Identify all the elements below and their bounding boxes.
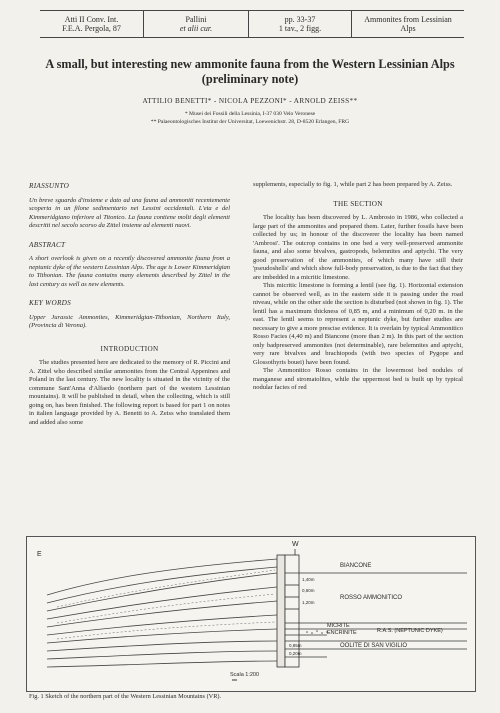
authors: ATTILIO BENETTI* - NICOLA PEZZONI* - ARNOLD ZEISS** — [142, 97, 358, 105]
riassunto-text: Un breve sguardo d'insieme e dato ad una fauna ad ammoniti recentemente scoperta in un filone sedimentario nei Lessini occidentali. L'eta e del Kimmeridgiano inferiore al Titonico. La fauna contiene molti degli elementi descritti nel secolo scorso da Zittel insieme ad elementi nuovi. — [29, 196, 230, 229]
header-text: 1 tav., 2 figg. — [278, 24, 322, 33]
header-text: pp. 33-37 — [284, 15, 316, 24]
header-text: Pallini — [185, 15, 207, 24]
affiliations — [20, 110, 480, 126]
figure-caption: Fig. 1 Sketch of the northern part of the Western Lessinian Mountains (VR). — [29, 693, 222, 700]
header-text: Alps — [400, 24, 416, 33]
encrinite-dots — [306, 630, 328, 634]
riassunto-heading: RIASSUNTO — [29, 182, 70, 190]
header-text: Ammonites from Lessinian — [364, 15, 452, 24]
header-text: Atti II Conv. Int. — [64, 15, 119, 24]
figure-scale: Scala 1:200 — [230, 672, 260, 678]
figure-label-east: E — [37, 551, 42, 558]
unit-biancone: BIANCONE — [340, 563, 372, 569]
section-sketch — [27, 537, 475, 691]
header-citation — [40, 11, 143, 37]
title-line: A small, but interesting new ammonite fauna from the Western Lessinian Alps — [45, 57, 455, 71]
keywords-heading: KEY WORDS — [29, 299, 72, 307]
introduction-text: The studies presented here are dedicated to the memory of R. Piccini and A. Zittel who described similar ammonites from the Central Appenines and Poland in the last century. The new locality is situated in the vicinity of the commune Sant'Anna d'Alfaedo (northern part of the western Lessinian mountains). It will be published in detail, when the collecting, which is still going on, has been finished. The following report is based for part 1 on notes in italien language provided by A. Benetti to A. Zeiss who translated them and added also some — [29, 359, 230, 426]
figure-label-west: W — [292, 541, 299, 548]
section-heading: THE SECTION — [333, 199, 383, 208]
unit-rosso-ammonitico: ROSSO AMMONITICO — [340, 595, 403, 601]
unit-encrinite: ENCRINITE — [327, 630, 357, 636]
geologic-section-figure — [26, 536, 476, 692]
thickness-label: 0,85m — [289, 643, 302, 648]
section-paragraph: The locality has been discovered by L. Ambrosio in 1986, who collected a large part of the ammonites and prepared them. Later, further fossils have been collected by us; in honour of the discoverer the locality has been named 'Ambrosi'. The outcrop contains in one bed a very well-preserved ammonite fauna, and also some bivalves, gastropods, belemnites and aptychi. The very good preservation of the ammonites, of which many have still their 'pseudoshells' and which show full-body preservation, is due to the fact that they are imbedded in a micritic limestone. — [253, 214, 463, 281]
header-pages — [248, 11, 351, 37]
section-paragraph: This micritic limestone is forming a lentil (see fig. 1). Horizontal extension cannot be observed well, as in the eastern side it is passing under the road niveau, while on the other side the section is disturbed (not shown in fig. 1). The lentil has a maximum thickness of 0,85 m, and a minimum of 0,20 m. in the east. The lentil seems to represent a neptunic dyke, but further studies are necessary to give a more prescise evidence. It is overlain by typical Ammonitico Rosso Facies (4,40 m) and Biancone (more than 2 m). In this part of the section only badpreserved ammonites (not determinable), rare belemnites and aptychi, very rare bivalves and brachiopods (with two species of Pygope and Glossothyris bouei) have been found. — [253, 282, 463, 366]
nodular-texture — [57, 570, 275, 639]
header-editors — [143, 11, 248, 37]
left-column — [29, 182, 230, 427]
affiliation: * Musei dei Fossili della Lessinia, I-37 030 Velo Veronese — [184, 111, 316, 117]
thickness-label: 1,20m — [302, 600, 315, 605]
right-column — [253, 181, 463, 393]
right-intro-text: supplements, especially to fig. 1, while part 2 has been prepared by A. Zeiss. — [253, 181, 453, 188]
abstract-heading: ABSTRACT — [29, 240, 66, 249]
keywords-text: Upper Jurassic Ammonites, Kimmeridgian-Tithonian, Northern Italy, (Provincia di Verona). — [29, 313, 230, 329]
header-running-title — [351, 11, 464, 37]
unit-oolite: OOLITE DI SAN VIGILIO — [340, 643, 408, 649]
thickness-label: 0,20m — [289, 651, 302, 656]
introduction-heading: INTRODUCTION — [100, 344, 159, 353]
unit-micrite: MICRITE — [327, 623, 350, 629]
header-text: F.E.A. Pergola, 87 — [62, 24, 121, 33]
affiliation: ** Palaeontologisches Institut der Universitat, Loewenichstr. 28, D-8520 Erlangen, FRG — [150, 119, 350, 125]
strata-lines — [47, 559, 277, 667]
thickness-label: 1,40m — [302, 577, 315, 582]
header-text: et alii cur. — [179, 24, 213, 33]
unit-ras: R.A.S. (NEPTUNIC DYKE) — [377, 628, 443, 634]
journal-header — [40, 10, 464, 38]
strat-column — [277, 555, 467, 667]
section-paragraph: The Ammonitico Rosso contains in the lowermost bed nodules of manganese and stromatolites, while the uppermost bed is built up by typical nodular facies of red — [253, 367, 463, 391]
paper-title — [20, 57, 480, 87]
abstract-text: A short overlook is given on a recently discovered ammonite fauna from a neptunic dyke of the western Lessinian Alps. The age is Lower Kimmeridgian to Tithonian. The fauna contains many elements described by Zittel in the last century as well as new elements. — [29, 255, 231, 288]
title-line: (preliminary note) — [201, 72, 299, 86]
thickness-label: 0,60m — [302, 588, 315, 593]
